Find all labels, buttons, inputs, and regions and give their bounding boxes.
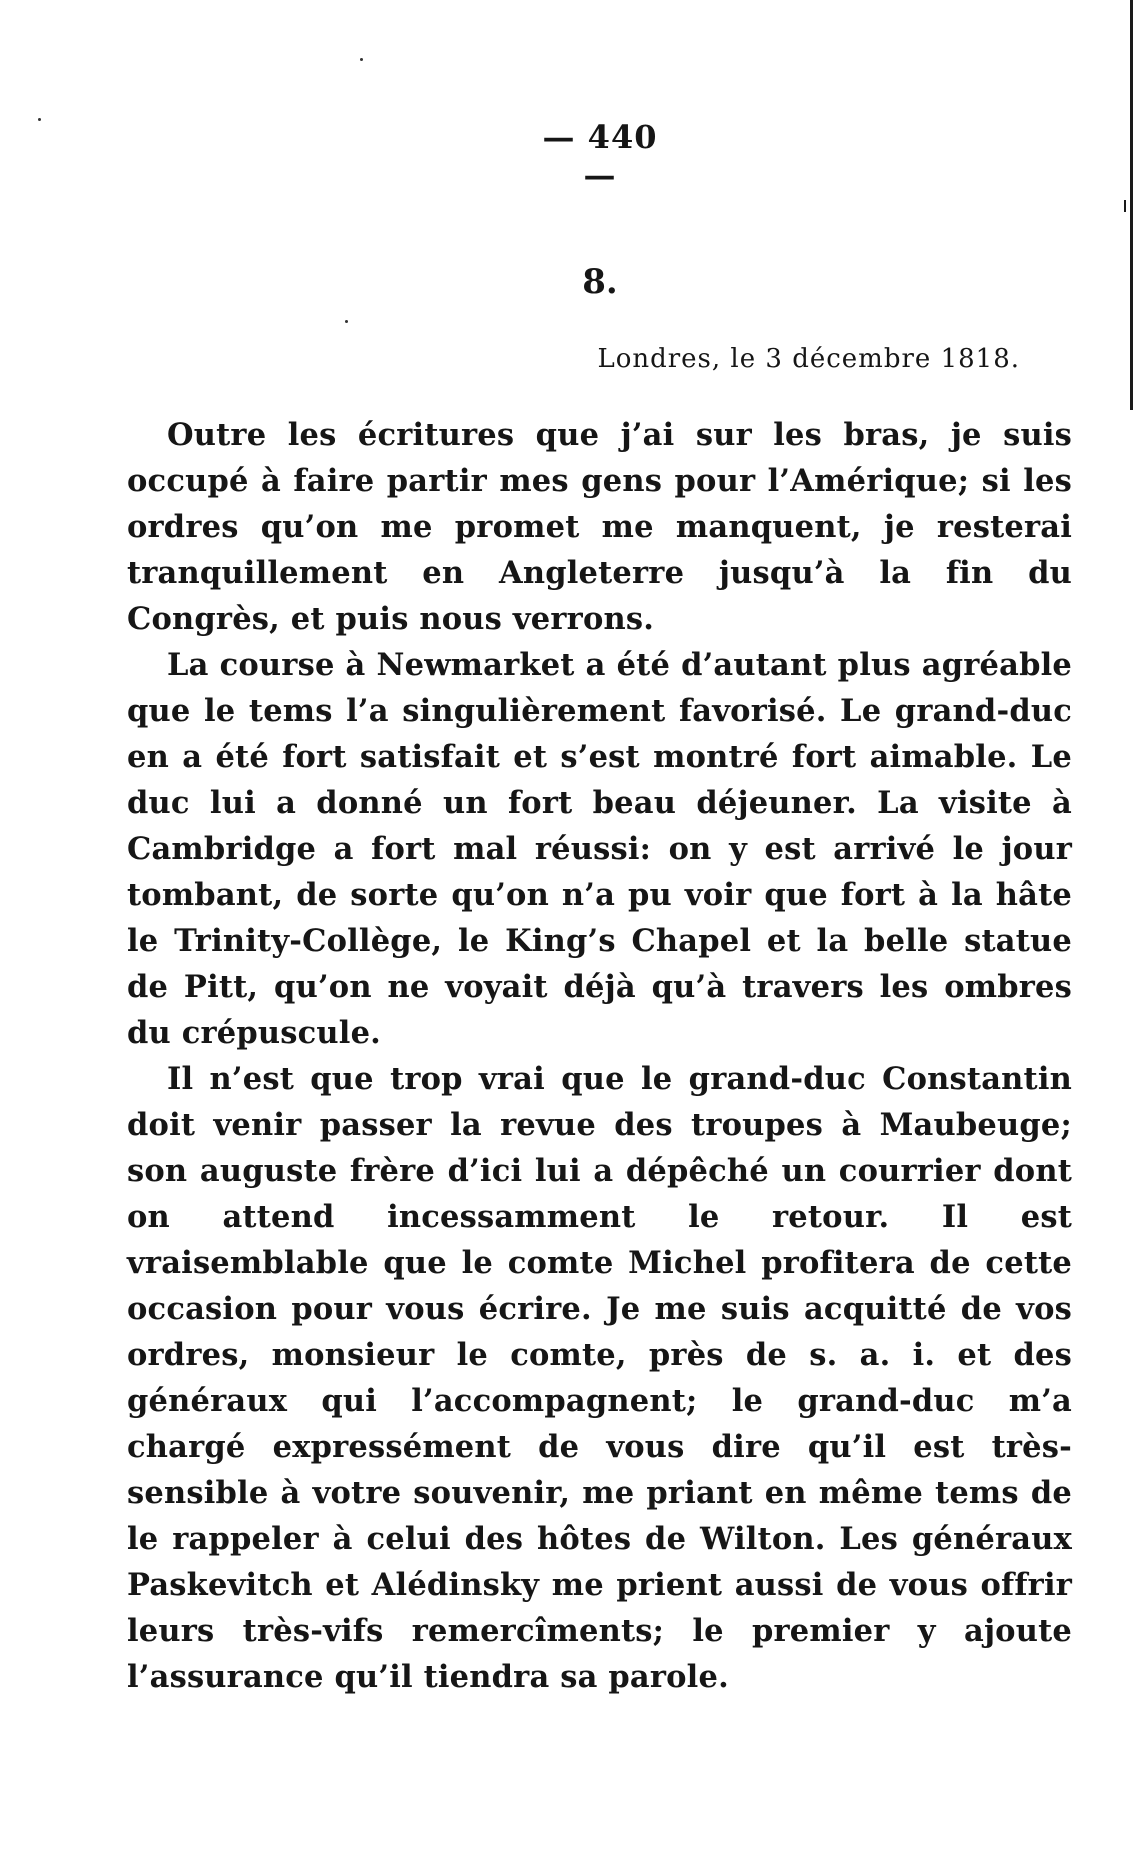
page-number: — 440 — bbox=[542, 118, 658, 194]
paragraph: Outre les écritures que j’ai sur les bras, je suis occupé à faire partir mes gens pour l’Amérique; si les ordres qu’on me promet me manquent, je resterai tranquillement en Angleterre jusqu’à la fin du Congrès, et puis nous verrons. bbox=[127, 417, 1072, 637]
page-edge-mark bbox=[1124, 200, 1126, 212]
letter-body bbox=[127, 412, 1072, 1700]
page-edge-rule bbox=[1130, 0, 1133, 410]
print-speck bbox=[345, 320, 348, 323]
print-speck bbox=[360, 58, 363, 61]
letter-number: 8. bbox=[582, 262, 618, 302]
paragraph: Il n’est que trop vrai que le grand-duc Constantin doit venir passer la revue des troupes à Maubeuge; son auguste frère d’ici lui a dépêché un courrier dont on attend incessamment le retour. Il est vraisemblable que le comte Michel profitera de cette occasion pour vous écrire. Je me suis acquitté de vos ordres, monsieur le comte, près de s. a. i. et des généraux qui l’accompagnent; le grand-duc m’a chargé expressément de vous dire qu’il est très-sensible à votre souvenir, me priant en même tems de le rappeler à celui des hôtes de Wilton. Les généraux Paskevitch et Alédinsky me prient aussi de vous offrir leurs très-vifs remercîments; le premier y ajoute l’assurance qu’il tiendra sa parole. bbox=[127, 1061, 1072, 1695]
paragraph: La course à Newmarket a été d’autant plus agréable que le tems l’a singulièrement favorisé. Le grand-duc en a été fort satisfait et s’est montré fort aimable. Le duc lui a donné un fort beau déjeuner. La visite à Cambridge a fort mal réussi: on y est arrivé le jour tombant, de sorte qu’on n’a pu voir que fort à la hâte le Trinity-Collège, le King’s Chapel et la belle statue de Pitt, qu’on ne voyait déjà qu’à travers les ombres du crépuscule. bbox=[127, 647, 1072, 1051]
print-speck bbox=[38, 118, 41, 121]
letter-dateline: Londres, le 3 décembre 1818. bbox=[597, 344, 1020, 374]
